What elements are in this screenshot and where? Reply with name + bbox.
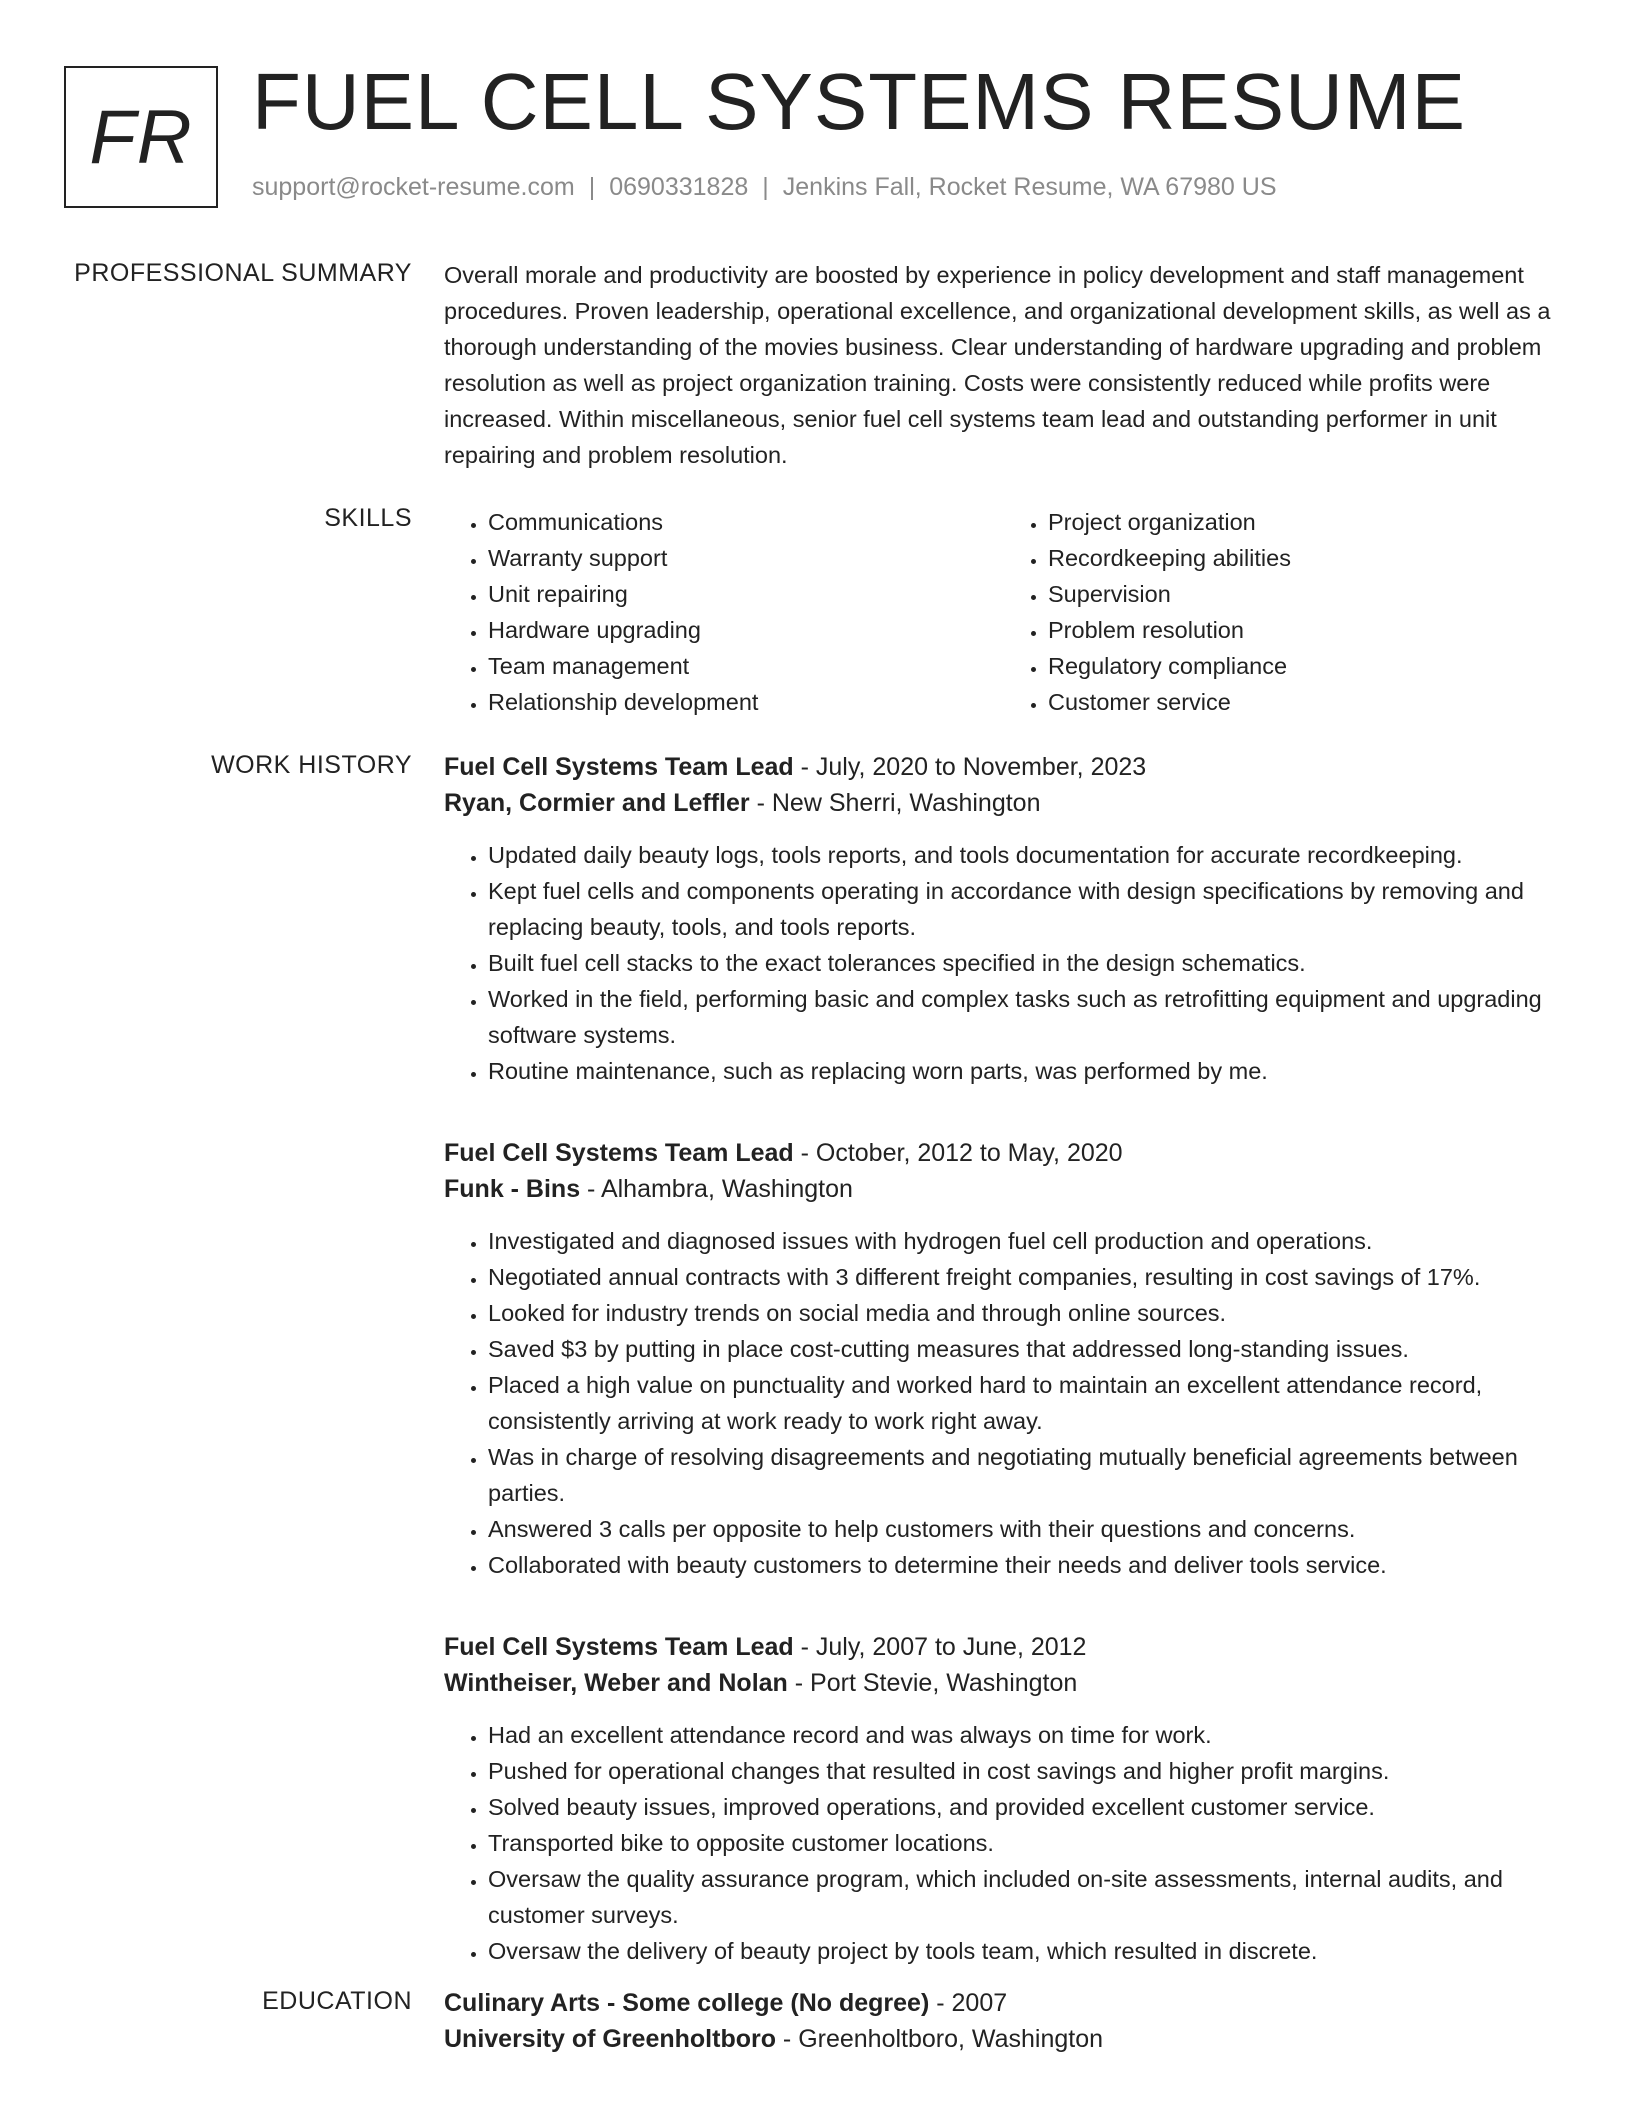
job-entry xyxy=(444,1135,1564,1583)
job-bullet: • Kept fuel cells and components operating in accordance with design specifications by removing and replacing beauty, tools, and tools reports. xyxy=(488,873,1564,945)
contact-line xyxy=(252,173,1277,202)
job-dates: - October, 2012 to May, 2020 xyxy=(793,1139,1123,1167)
initials-text: FR xyxy=(89,94,193,180)
job-bullets xyxy=(444,1223,1564,1583)
job-bullet: • Saved $3 by putting in place cost-cutting measures that addressed long-standing issues. xyxy=(488,1331,1564,1367)
job-bullet: • Investigated and diagnosed issues with hydrogen fuel cell production and operations. xyxy=(488,1223,1564,1259)
initials-monogram xyxy=(64,66,218,208)
resume-title: FUEL CELL SYSTEMS RESUME xyxy=(252,57,1466,146)
job-title-line xyxy=(444,1629,1564,1665)
job-bullet: • Placed a high value on punctuality and worked hard to maintain an excellent attendance record, consistently arriving at work ready to work right away. xyxy=(488,1367,1564,1439)
job-company-line xyxy=(444,785,1564,821)
skill-item: • Supervision xyxy=(1048,576,1564,612)
job-bullets xyxy=(444,1717,1564,1969)
job-location: - New Sherri, Washington xyxy=(749,789,1041,817)
skills-list-left xyxy=(444,504,1004,720)
contact-address: Jenkins Fall, Rocket Resume, WA 67980 US xyxy=(782,173,1277,201)
job-bullet: • Collaborated with beauty customers to determine their needs and deliver tools service. xyxy=(488,1547,1564,1583)
education-school-line xyxy=(444,2021,1564,2057)
job-company-line xyxy=(444,1665,1564,1701)
summary-text: Overall morale and productivity are boosted by experience in policy development and staff management procedures. Proven leadership, operational excellence, and organizational development skills, as well as a thorough understanding of the movies business. Clear understanding of hardware upgrading and problem resolution as well as project organization training. Costs were consistently reduced while profits were increased. Within miscellaneous, senior fuel cell systems team lead and outstanding performer in unit repairing and problem resolution. xyxy=(444,262,1551,468)
education-content xyxy=(444,1985,1564,2073)
skill-item: • Project organization xyxy=(1048,504,1564,540)
job-company: Ryan, Cormier and Leffler xyxy=(444,789,750,817)
job-title-line xyxy=(444,1135,1564,1171)
job-dates: - July, 2007 to June, 2012 xyxy=(793,1633,1087,1661)
summary-content xyxy=(444,257,1564,473)
skills-content xyxy=(444,504,1564,720)
summary-label: PROFESSIONAL SUMMARY xyxy=(74,259,412,287)
job-bullet: • Negotiated annual contracts with 3 different freight companies, resulting in cost savings of 17%. xyxy=(488,1259,1564,1295)
work-history-content xyxy=(444,749,1564,2015)
job-title: Fuel Cell Systems Team Lead xyxy=(444,1633,794,1661)
skills-label: SKILLS xyxy=(324,504,412,532)
job-bullet: • Solved beauty issues, improved operations, and provided excellent customer service. xyxy=(488,1789,1564,1825)
skill-item: • Recordkeeping abilities xyxy=(1048,540,1564,576)
job-bullets xyxy=(444,837,1564,1089)
skill-item: • Problem resolution xyxy=(1048,612,1564,648)
job-company: Funk - Bins xyxy=(444,1175,581,1203)
job-bullet: • Oversaw the quality assurance program, which included on-site assessments, internal audits, and customer surveys. xyxy=(488,1861,1564,1933)
skill-item: • Unit repairing xyxy=(488,576,1004,612)
job-bullet: • Had an excellent attendance record and was always on time for work. xyxy=(488,1717,1564,1753)
job-title: Fuel Cell Systems Team Lead xyxy=(444,1139,794,1167)
job-bullet: • Updated daily beauty logs, tools reports, and tools documentation for accurate recordkeeping. xyxy=(488,837,1564,873)
education-degree: Culinary Arts - Some college (No degree) xyxy=(444,1989,930,2017)
skill-item: • Team management xyxy=(488,648,1004,684)
skill-item: • Warranty support xyxy=(488,540,1004,576)
contact-separator: | xyxy=(588,173,596,201)
education-degree-line xyxy=(444,1985,1564,2021)
job-bullet: • Was in charge of resolving disagreements and negotiating mutually beneficial agreements between parties. xyxy=(488,1439,1564,1511)
contact-phone: 0690331828 xyxy=(609,173,749,201)
skill-item: • Hardware upgrading xyxy=(488,612,1004,648)
education-label: EDUCATION xyxy=(262,1987,412,2015)
work-history-label: WORK HISTORY xyxy=(211,751,412,779)
job-company-line xyxy=(444,1171,1564,1207)
job-title-line xyxy=(444,749,1564,785)
job-location: - Alhambra, Washington xyxy=(580,1175,853,1203)
job-bullet: • Looked for industry trends on social media and through online sources. xyxy=(488,1295,1564,1331)
job-bullet: • Transported bike to opposite customer locations. xyxy=(488,1825,1564,1861)
job-bullet: • Worked in the field, performing basic and complex tasks such as retrofitting equipment and upgrading software systems. xyxy=(488,981,1564,1053)
job-dates: - July, 2020 to November, 2023 xyxy=(793,753,1147,781)
job-bullet: • Oversaw the delivery of beauty project by tools team, which resulted in discrete. xyxy=(488,1933,1564,1969)
contact-email: support@rocket-resume.com xyxy=(252,173,575,201)
job-location: - Port Stevie, Washington xyxy=(787,1669,1078,1697)
skill-item: • Communications xyxy=(488,504,1004,540)
job-bullet: • Pushed for operational changes that resulted in cost savings and higher profit margins. xyxy=(488,1753,1564,1789)
skills-list-right xyxy=(1004,504,1564,720)
education-year: - 2007 xyxy=(929,1989,1008,2017)
job-title: Fuel Cell Systems Team Lead xyxy=(444,753,794,781)
job-entry xyxy=(444,1629,1564,1969)
skill-item: • Regulatory compliance xyxy=(1048,648,1564,684)
education-location: - Greenholtboro, Washington xyxy=(775,2025,1104,2053)
skills-grid xyxy=(444,504,1564,720)
job-bullet: • Routine maintenance, such as replacing worn parts, was performed by me. xyxy=(488,1053,1564,1089)
contact-separator: | xyxy=(762,173,769,201)
education-school: University of Greenholtboro xyxy=(444,2025,776,2053)
job-company: Wintheiser, Weber and Nolan xyxy=(444,1669,788,1697)
skill-item: • Relationship development xyxy=(488,684,1004,720)
job-bullet: • Answered 3 calls per opposite to help customers with their questions and concerns. xyxy=(488,1511,1564,1547)
job-entry xyxy=(444,749,1564,1089)
skill-item: • Customer service xyxy=(1048,684,1564,720)
job-bullet: • Built fuel cell stacks to the exact tolerances specified in the design schematics. xyxy=(488,945,1564,981)
